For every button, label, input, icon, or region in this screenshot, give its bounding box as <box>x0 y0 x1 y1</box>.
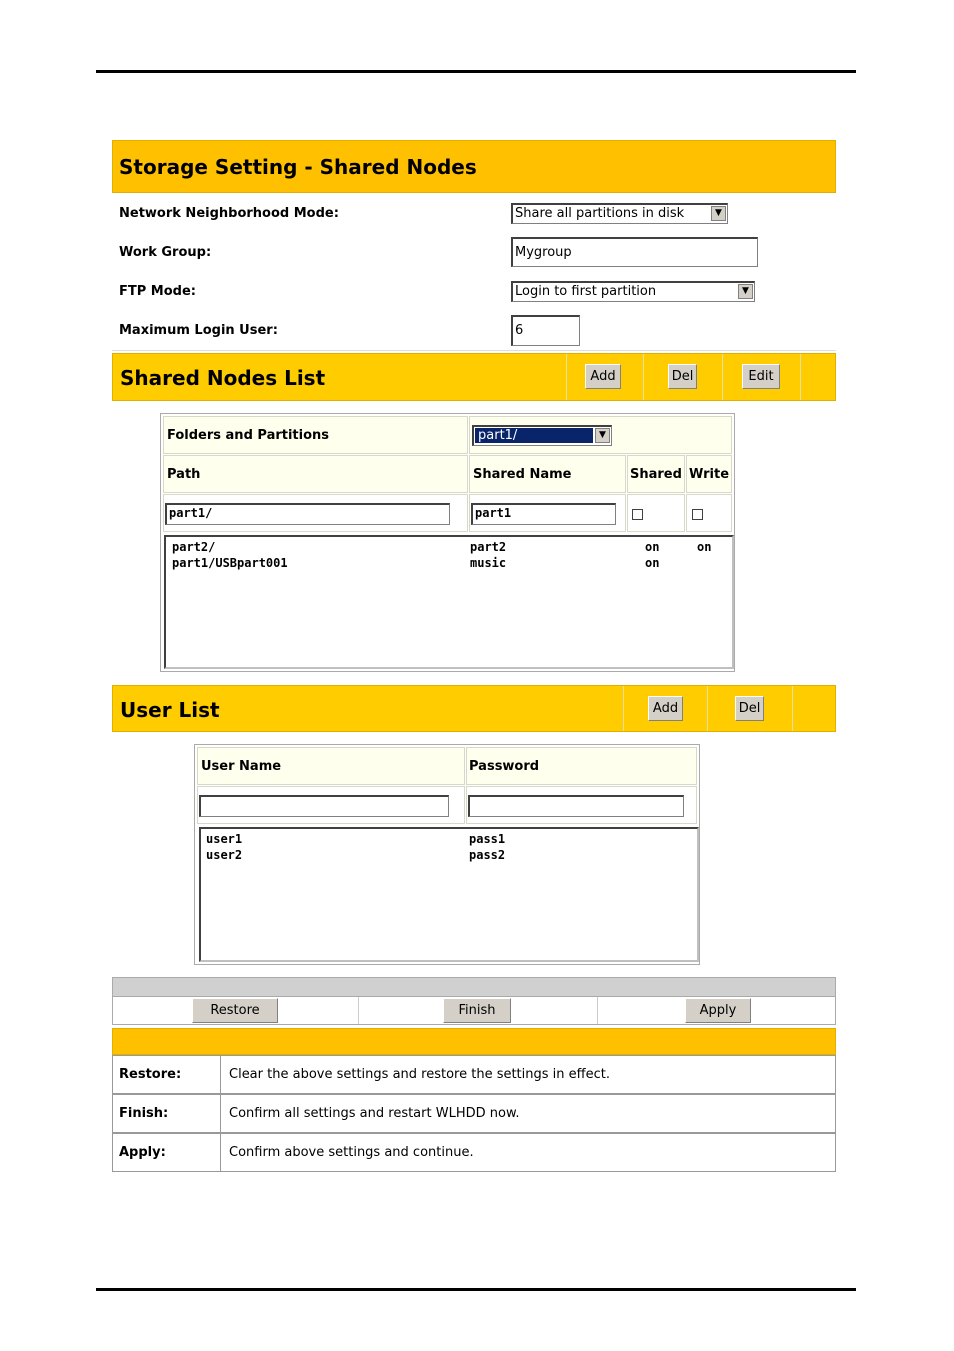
user-name-input-cell <box>197 786 465 824</box>
password-input-cell <box>466 786 697 824</box>
storage-title: Storage Setting - Shared Nodes <box>119 155 477 179</box>
divider <box>220 1134 221 1171</box>
folders-select[interactable] <box>472 425 612 446</box>
network-mode-select[interactable] <box>511 203 728 224</box>
shared-name-header <box>469 455 626 493</box>
finish-button[interactable]: Finish <box>443 998 511 1023</box>
network-mode-row <box>112 194 836 234</box>
folders-label: Folders and Partitions <box>167 428 330 443</box>
node-name: music <box>470 556 507 570</box>
user-listbox[interactable] <box>199 827 699 962</box>
help-key: Apply: <box>119 1145 166 1160</box>
shared-nodes-title: Shared Nodes List <box>120 366 326 390</box>
shared-nodes-header <box>112 353 836 401</box>
divider <box>358 997 359 1024</box>
shared-header-label: Shared <box>630 467 682 482</box>
node-shared: on <box>645 556 660 570</box>
node-path: part2/ <box>172 540 216 554</box>
storage-header <box>112 140 836 193</box>
help-text: Confirm above settings and continue. <box>229 1145 474 1160</box>
user-password: pass1 <box>469 832 506 846</box>
node-write: on <box>697 540 712 554</box>
user-list-header <box>112 685 836 732</box>
workgroup-row <box>112 233 836 273</box>
folders-value: part1/ <box>475 428 593 443</box>
max-login-row <box>112 311 836 351</box>
help-key: Restore: <box>119 1067 182 1082</box>
write-header-label: Write <box>689 467 730 482</box>
user-name-input[interactable] <box>199 795 449 817</box>
workgroup-input[interactable]: Mygroup <box>511 237 758 267</box>
divider <box>800 354 801 400</box>
chevron-down-icon[interactable]: ▼ <box>738 284 753 299</box>
folders-label-cell <box>163 416 468 454</box>
max-login-label: Maximum Login User: <box>119 323 278 338</box>
list-item[interactable] <box>172 540 732 556</box>
action-bar-top <box>112 977 836 997</box>
divider <box>220 1095 221 1132</box>
write-checkbox-cell <box>686 494 732 532</box>
divider <box>220 1056 221 1093</box>
user-name-header <box>197 747 465 785</box>
node-name: part2 <box>470 540 507 554</box>
action-bar <box>112 997 836 1025</box>
divider <box>597 997 598 1024</box>
shared-name-header-label: Shared Name <box>473 467 572 482</box>
chevron-down-icon[interactable]: ▼ <box>595 428 610 443</box>
shared-del-button[interactable]: Del <box>668 364 697 389</box>
divider <box>722 354 723 400</box>
help-text: Clear the above settings and restore the settings in effect. <box>229 1067 610 1082</box>
shared-name-input-cell <box>469 494 626 532</box>
divider <box>623 686 624 731</box>
path-header <box>163 455 468 493</box>
node-shared: on <box>645 540 660 554</box>
help-text: Confirm all settings and restart WLHDD now. <box>229 1106 520 1121</box>
ftp-mode-value: Login to first partition <box>515 284 657 299</box>
shared-header <box>627 455 685 493</box>
network-mode-label: Network Neighborhood Mode: <box>119 206 339 221</box>
shared-checkbox-cell <box>627 494 685 532</box>
shared-name-input[interactable]: part1 <box>471 503 616 525</box>
user-name-header-label: User Name <box>201 759 282 774</box>
shared-checkbox[interactable] <box>632 509 643 520</box>
workgroup-label: Work Group: <box>119 245 212 260</box>
help-row-restore <box>112 1055 836 1094</box>
user-password: pass2 <box>469 848 506 862</box>
chevron-down-icon[interactable]: ▼ <box>711 206 726 221</box>
help-row-apply <box>112 1133 836 1172</box>
list-item[interactable] <box>206 848 686 864</box>
user-del-button[interactable]: Del <box>735 696 764 721</box>
ftp-mode-row <box>112 272 836 312</box>
password-input[interactable] <box>468 795 684 817</box>
apply-button[interactable]: Apply <box>685 998 751 1023</box>
bottom-rule <box>96 1288 856 1291</box>
password-header <box>466 747 697 785</box>
help-row-finish <box>112 1094 836 1133</box>
max-login-input[interactable]: 6 <box>511 315 580 346</box>
list-item[interactable] <box>172 556 732 572</box>
user-list-title: User List <box>120 698 220 722</box>
divider <box>643 354 644 400</box>
help-key: Finish: <box>119 1106 169 1121</box>
password-header-label: Password <box>469 759 540 774</box>
user-add-button[interactable]: Add <box>648 696 683 721</box>
user-name: user1 <box>206 832 243 846</box>
shared-edit-button[interactable]: Edit <box>742 364 780 389</box>
user-panel <box>194 744 700 965</box>
shared-add-button[interactable]: Add <box>585 364 621 389</box>
shared-nodes-listbox[interactable] <box>164 535 734 669</box>
ftp-mode-label: FTP Mode: <box>119 284 196 299</box>
node-path: part1/USBpart001 <box>172 556 288 570</box>
path-header-label: Path <box>167 467 201 482</box>
divider <box>792 686 793 731</box>
network-mode-value: Share all partitions in disk <box>515 206 685 221</box>
path-input[interactable]: part1/ <box>165 503 450 525</box>
folders-select-cell <box>469 416 732 454</box>
write-header <box>686 455 732 493</box>
path-input-cell <box>163 494 468 532</box>
shared-nodes-panel <box>160 413 735 672</box>
user-name: user2 <box>206 848 243 862</box>
restore-button[interactable]: Restore <box>192 998 278 1023</box>
write-checkbox[interactable] <box>692 509 703 520</box>
top-rule <box>96 70 856 73</box>
list-item[interactable] <box>206 832 686 848</box>
divider <box>707 686 708 731</box>
ftp-mode-select[interactable] <box>511 281 755 302</box>
divider <box>566 354 567 400</box>
help-header <box>112 1028 836 1055</box>
